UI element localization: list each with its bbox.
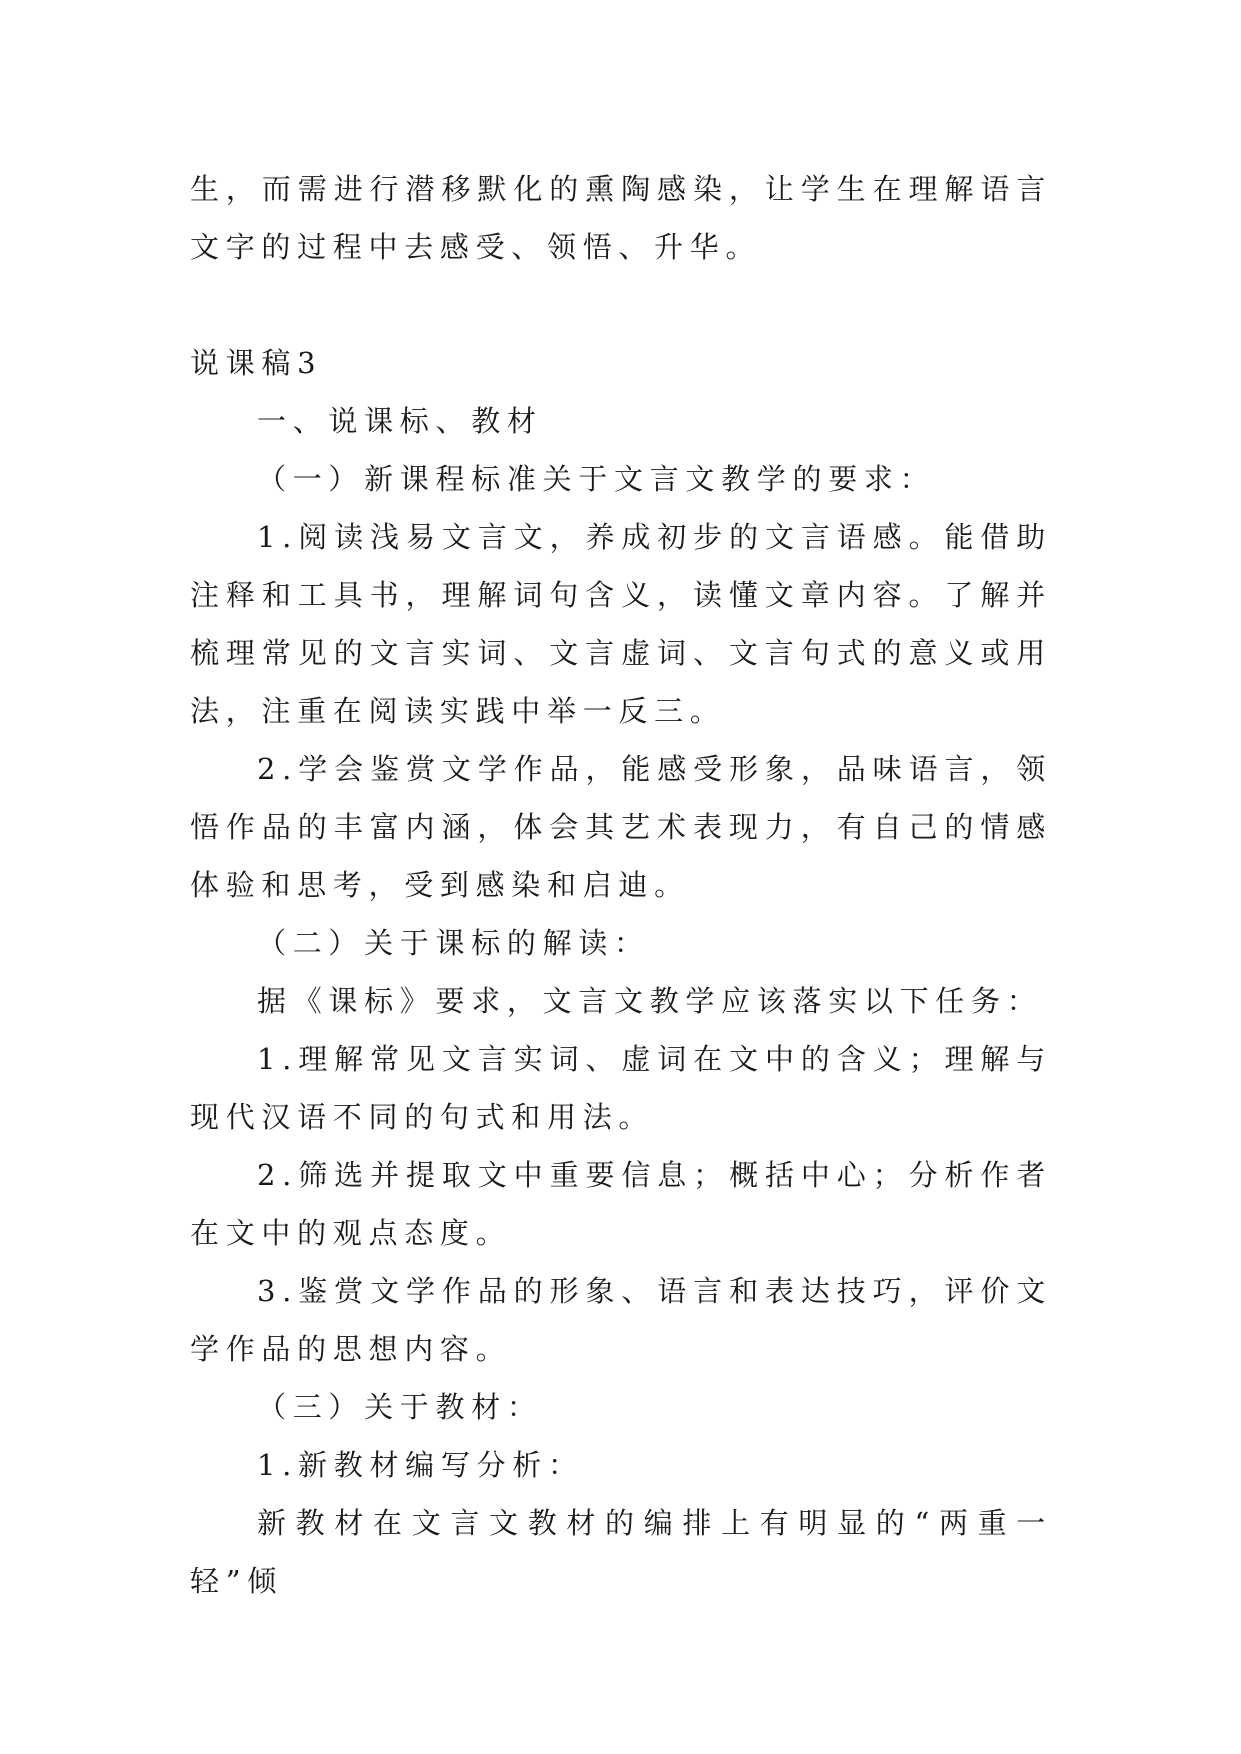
paragraph: 据《课标》要求，文言文教学应该落实以下任务： (257, 984, 1043, 1018)
heading-level-2: （三）关于教材： (257, 1390, 543, 1424)
paragraph-item: 1.阅读浅易文言文，养成初步的文言语感。能借助注释和工具书，理解词句含义，读懂文章内容。了解并梳理常见的文言实词、文言虚词、文言句式的意义或用法，注重在阅读实践中举一反三。 (190, 520, 1052, 728)
paragraph-continuation: 生，而需进行潜移默化的熏陶感染，让学生在理解语言文字的过程中去感受、领悟、升华。 (190, 172, 1052, 264)
paragraph-gap (190, 276, 1052, 334)
paragraph-item: 1.新教材编写分析： (257, 1448, 584, 1482)
heading-level-1: 一、说课标、教材 (257, 404, 543, 438)
heading-level-2: （二）关于课标的解读： (257, 926, 650, 960)
paragraph-item: 1.理解常见文言实词、虚词在文中的含义；理解与现代汉语不同的句式和用法。 (190, 1042, 1052, 1134)
section-title: 说课稿3 (190, 346, 323, 380)
heading-level-2: （一）新课程标准关于文言文教学的要求： (257, 462, 936, 496)
paragraph-item: 2.学会鉴赏文学作品，能感受形象，品味语言，领悟作品的丰富内涵，体会其艺术表现力，有自己的情感体验和思考，受到感染和启迪。 (190, 752, 1052, 902)
paragraph-item: 2.筛选并提取文中重要信息；概括中心；分析作者在文中的观点态度。 (190, 1158, 1052, 1250)
paragraph: 新教材在文言文教材的编排上有明显的“两重一轻”倾 (190, 1506, 1052, 1598)
paragraph-item: 3.鉴赏文学作品的形象、语言和表达技巧，评价文学作品的思想内容。 (190, 1274, 1052, 1366)
document-body (190, 160, 1052, 1610)
